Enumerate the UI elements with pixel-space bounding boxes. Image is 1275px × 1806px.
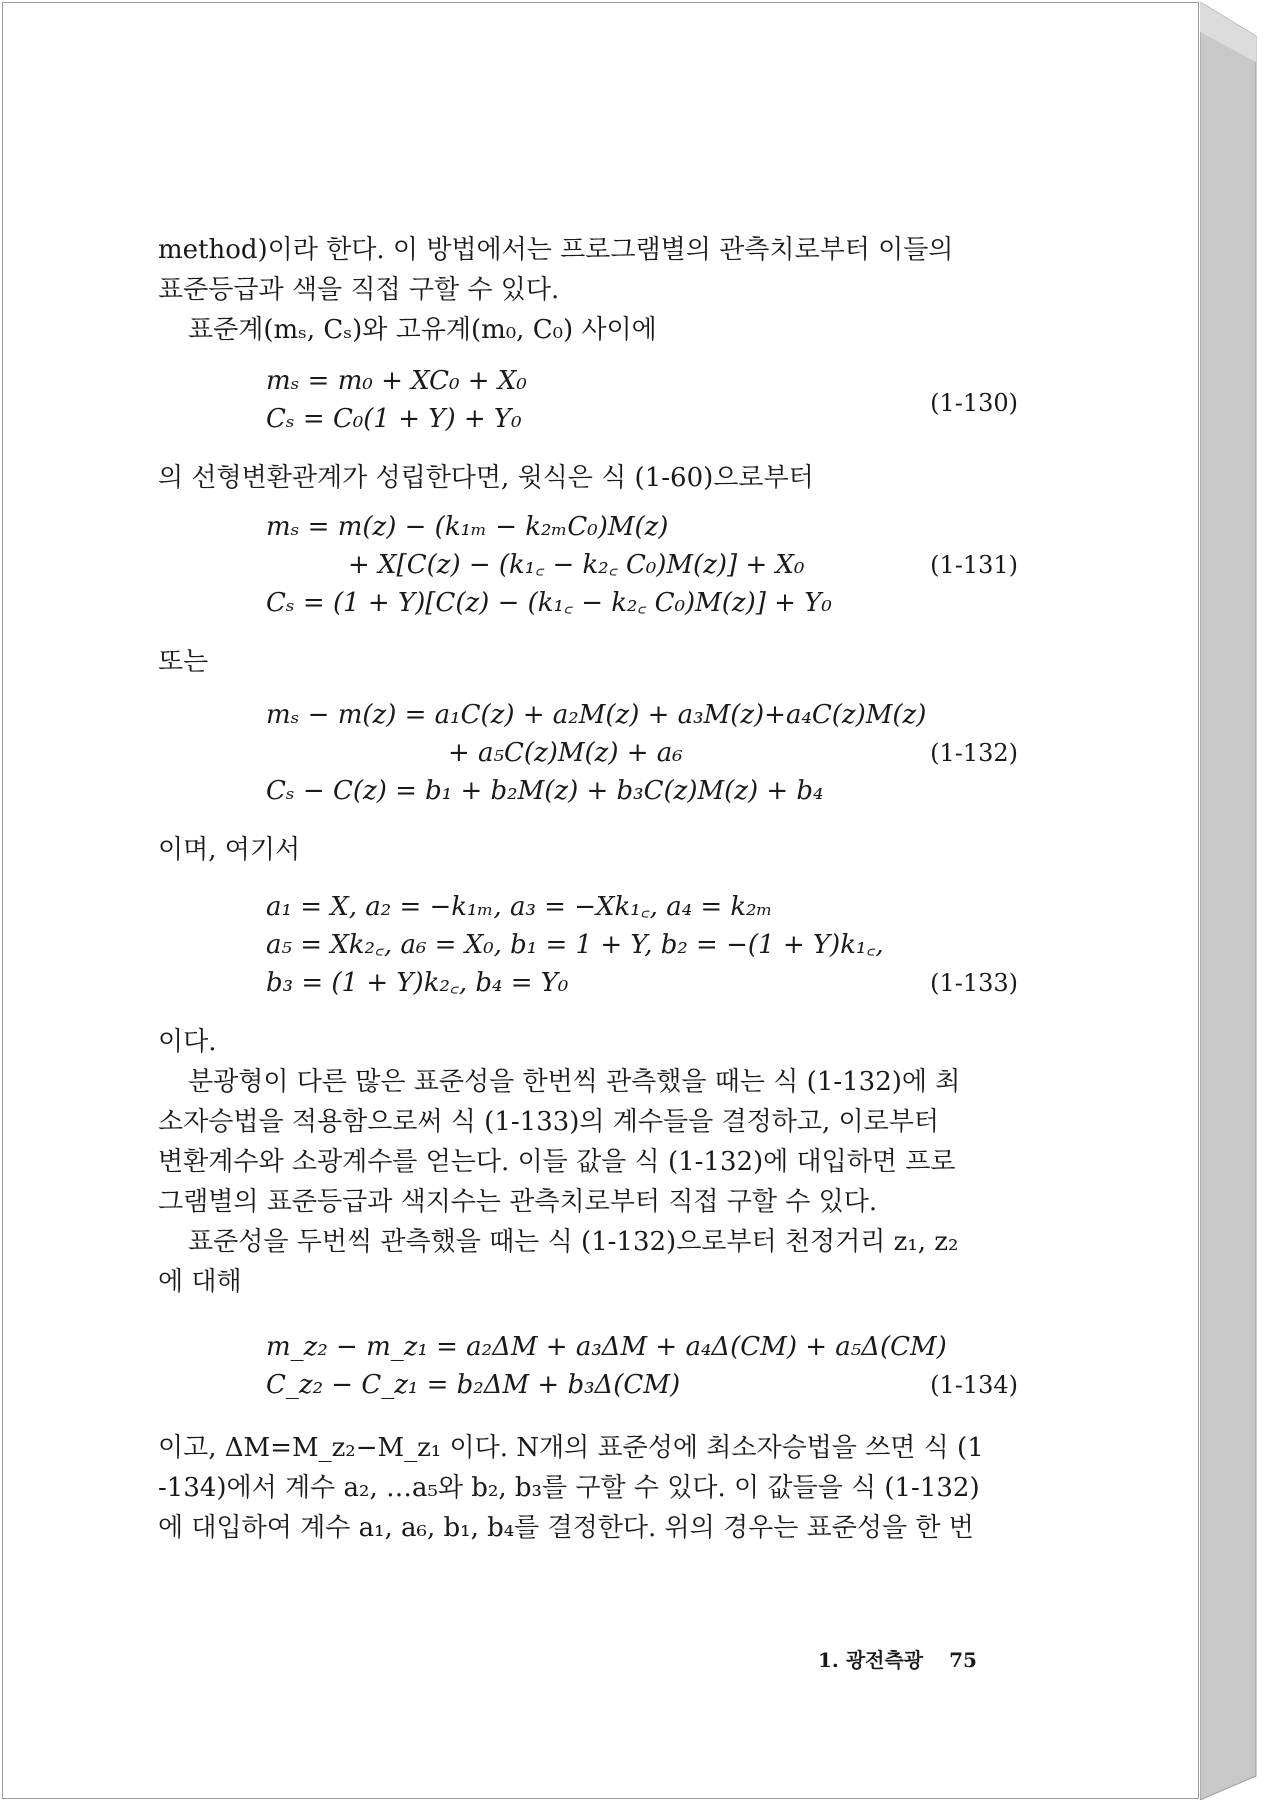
- equation-line: [158, 964, 1018, 1002]
- equation-line: Cₛ − C(z) = b₁ + b₂M(z) + b₃C(z)M(z) + b₄: [266, 776, 824, 806]
- equation-text: Cₛ = C₀(1 + Y) + Y₀: [266, 404, 522, 434]
- equation-number: (1-133): [930, 969, 1018, 997]
- running-footer: [818, 1644, 977, 1673]
- equation-line: a₁ = X, a₂ = −k₁ₘ, a₃ = −Xk₁꜀, a₄ = k₂ₘ: [266, 892, 773, 922]
- equation-line: [158, 546, 1018, 584]
- equation-line: m_z₂ − m_z₁ = a₂ΔM + a₃ΔM + a₄Δ(CM) + a₅Δ(CM): [266, 1332, 947, 1362]
- paragraph: -134)에서 계수 a₂, …a₅와 b₂, b₃를 구할 수 있다. 이 값들을 식 (1-132): [158, 1473, 980, 1503]
- equation-1-134: [158, 1328, 1018, 1404]
- equation-1-131: [158, 508, 1018, 622]
- equation-1-132: [158, 696, 1018, 810]
- paragraph: 표준성을 두번씩 관측했을 때는 식 (1-132)으로부터 천정거리 z₁, z₂: [188, 1227, 959, 1257]
- equation-number: (1-134): [930, 1371, 1018, 1399]
- paragraph: 분광형이 다른 많은 표준성을 한번씩 관측했을 때는 식 (1-132)에 최: [188, 1067, 961, 1097]
- equation-line: [158, 1366, 1018, 1404]
- equation-line: a₅ = Xk₂꜀, a₆ = X₀, b₁ = 1 + Y, b₂ = −(1 + Y)k₁꜀,: [266, 930, 884, 960]
- equation-number: (1-131): [930, 551, 1018, 579]
- equation-text: C_z₂ − C_z₁ = b₂ΔM + b₃Δ(CM): [266, 1370, 681, 1400]
- paragraph: 에 대해: [158, 1267, 242, 1297]
- equation-line: Cₛ = (1 + Y)[C(z) − (k₁꜀ − k₂꜀ C₀)M(z)] + Y₀: [266, 588, 832, 618]
- paragraph: 표준등급과 색을 직접 구할 수 있다.: [158, 275, 560, 305]
- paragraph: 이다.: [158, 1027, 217, 1057]
- page-number: 75: [949, 1648, 977, 1672]
- paragraph: 이고, ΔM=M_z₂−M_z₁ 이다. N개의 표준성에 최소자승법을 쓰면 식 (1: [158, 1433, 984, 1463]
- equation-text: + X[C(z) − (k₁꜀ − k₂꜀ C₀)M(z)] + X₀: [348, 550, 805, 580]
- equation-line: [158, 734, 1018, 772]
- equation-line: [158, 389, 1018, 438]
- paragraph: 그램별의 표준등급과 색지수는 관측치로부터 직접 구할 수 있다.: [158, 1187, 878, 1217]
- equation-text: b₃ = (1 + Y)k₂꜀, b₄ = Y₀: [266, 968, 569, 998]
- paragraph: 의 선형변환관계가 성립한다면, 윗식은 식 (1-60)으로부터: [158, 463, 814, 493]
- paragraph: 또는: [158, 647, 209, 677]
- equation-line: mₛ = m(z) − (k₁ₘ − k₂ₘC₀)M(z): [266, 512, 669, 542]
- paragraph: 표준계(mₛ, Cₛ)와 고유계(m₀, C₀) 사이에: [188, 315, 657, 345]
- equation-number: (1-130): [930, 389, 1018, 417]
- paragraph: 이며, 여기서: [158, 835, 301, 865]
- equation-line: mₛ = m₀ + XC₀ + X₀: [266, 366, 527, 396]
- equation-line: mₛ − m(z) = a₁C(z) + a₂M(z) + a₃M(z)+a₄C(z)M(z): [266, 700, 927, 730]
- paragraph: 에 대입하여 계수 a₁, a₆, b₁, b₄를 결정한다. 위의 경우는 표준성을 한 번: [158, 1513, 974, 1543]
- paragraph: 변환계수와 소광계수를 얻는다. 이들 값을 식 (1-132)에 대입하면 프로: [158, 1147, 956, 1177]
- equation-1-133: [158, 888, 1018, 1002]
- equation-1-130: [158, 362, 1018, 438]
- equation-number: (1-132): [930, 739, 1018, 767]
- section-title: 1. 광전측광: [818, 1648, 924, 1672]
- page-content: [158, 230, 1018, 1548]
- book-edge: [1200, 2, 1260, 1800]
- paragraph: 소자승법을 적용함으로써 식 (1-133)의 계수들을 결정하고, 이로부터: [158, 1107, 939, 1137]
- equation-text: + a₅C(z)M(z) + a₆: [448, 738, 683, 768]
- paragraph: method)이라 한다. 이 방법에서는 프로그램별의 관측치로부터 이들의: [158, 235, 954, 265]
